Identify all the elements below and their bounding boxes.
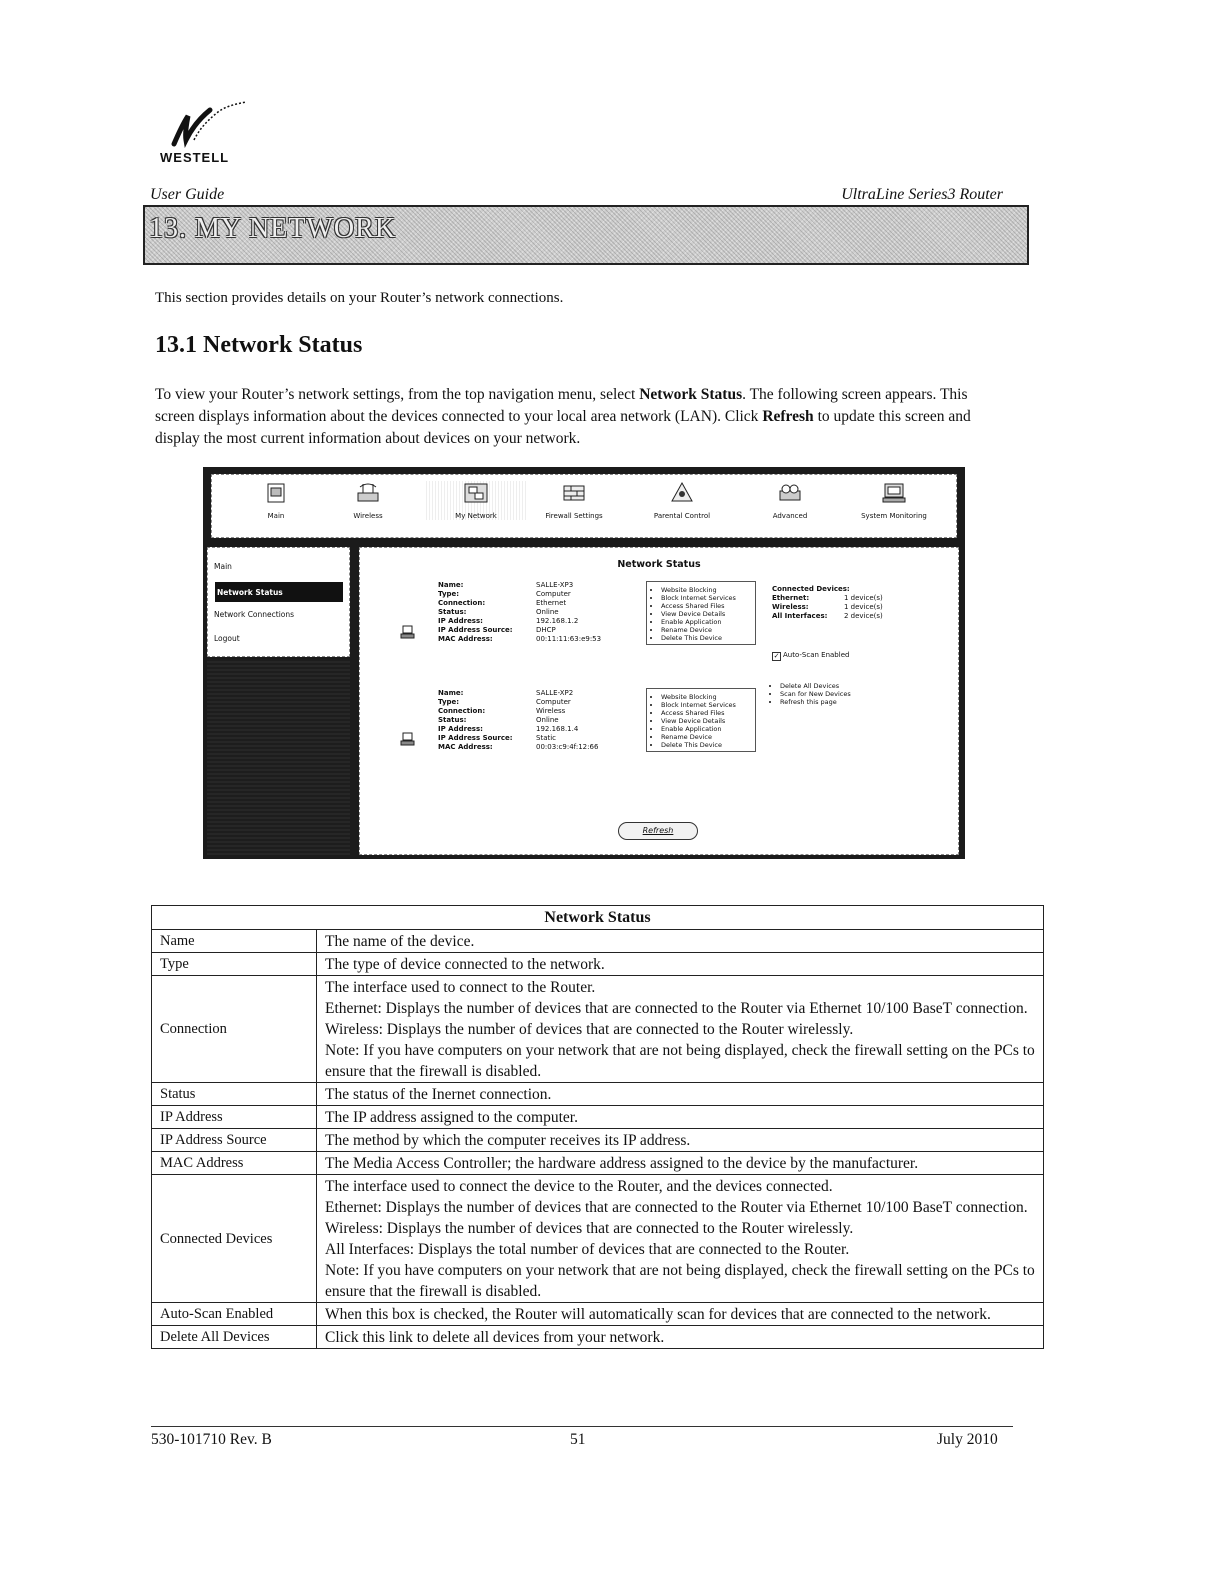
table-description bbox=[317, 1129, 1044, 1152]
panel-link[interactable]: • Delete All Devices bbox=[780, 682, 851, 690]
checkbox-icon[interactable]: ✓ bbox=[773, 652, 780, 660]
description-line: The type of device connected to the network. bbox=[325, 956, 605, 973]
nav-item-firewall-settings[interactable] bbox=[524, 481, 624, 520]
table-row bbox=[152, 1129, 1044, 1152]
device-field-value: Computer bbox=[536, 698, 571, 706]
my-network-icon bbox=[462, 481, 490, 505]
connected-row bbox=[772, 594, 883, 603]
westell-logo bbox=[158, 100, 258, 166]
menu-network-connections[interactable]: Network Connections bbox=[214, 610, 295, 619]
device-field-row bbox=[438, 617, 601, 626]
nav-item-advanced[interactable] bbox=[740, 481, 840, 520]
table-row bbox=[152, 1106, 1044, 1129]
footer-date: July 2010 bbox=[937, 1431, 998, 1448]
nav-item-parental-control[interactable] bbox=[632, 481, 732, 520]
table-description bbox=[317, 930, 1044, 953]
left-menu bbox=[207, 547, 350, 657]
table-key: Status bbox=[152, 1083, 317, 1106]
device-actions-1 bbox=[646, 581, 756, 645]
device-field-row bbox=[438, 725, 598, 734]
table-description bbox=[317, 1152, 1044, 1175]
logo-text: WESTELL bbox=[160, 150, 230, 165]
auto-scan-checkbox[interactable] bbox=[772, 651, 849, 661]
device-field-value: Ethernet bbox=[536, 599, 567, 607]
nav-label: Advanced bbox=[772, 512, 808, 520]
description-line: Ethernet: Displays the number of devices that are connected to the Router via Ethernet 10/100 BaseT connection. bbox=[325, 1199, 1028, 1216]
footer-divider bbox=[151, 1426, 1013, 1427]
table-row bbox=[152, 1152, 1044, 1175]
nav-label: My Network bbox=[455, 512, 497, 520]
device-field-label: MAC Address: bbox=[438, 635, 493, 643]
device-field-row bbox=[438, 689, 598, 698]
network-status-table bbox=[151, 905, 1044, 1349]
table-key: Connection bbox=[152, 976, 317, 1083]
left-menu-background bbox=[207, 659, 350, 855]
nav-item-wireless[interactable] bbox=[318, 481, 418, 520]
header-user-guide: User Guide bbox=[150, 186, 225, 203]
table-key: Name bbox=[152, 930, 317, 953]
description-line: The name of the device. bbox=[325, 933, 475, 950]
description-line: The status of the Inernet connection. bbox=[325, 1086, 552, 1103]
table-description bbox=[317, 953, 1044, 976]
device-field-row bbox=[438, 599, 601, 608]
emphasis-text: Refresh bbox=[762, 408, 814, 425]
nav-label: Wireless bbox=[353, 512, 383, 520]
connected-label: Wireless: bbox=[772, 603, 809, 611]
device-action-link[interactable]: • Access Shared Files bbox=[661, 602, 751, 610]
device-field-label: IP Address Source: bbox=[438, 626, 513, 634]
firewall-icon bbox=[560, 481, 588, 505]
connected-count: 2 device(s) bbox=[844, 612, 883, 620]
menu-logout[interactable]: Logout bbox=[214, 634, 240, 643]
device-field-label: Status: bbox=[438, 716, 467, 724]
westell-logo-mark-icon bbox=[166, 100, 252, 150]
refresh-button[interactable]: Refresh bbox=[618, 822, 698, 840]
device-action-link[interactable]: • Delete This Device bbox=[661, 634, 751, 642]
device-field-label: IP Address: bbox=[438, 617, 483, 625]
panel-link[interactable]: • Scan for New Devices bbox=[780, 690, 851, 698]
device-field-value: DHCP bbox=[536, 626, 556, 634]
device-action-link[interactable]: • Rename Device bbox=[661, 626, 751, 634]
wireless-icon bbox=[354, 481, 382, 505]
footer-doc-number: 530-101710 Rev. B bbox=[151, 1431, 272, 1448]
device-action-link[interactable]: • Rename Device bbox=[661, 733, 751, 741]
table-row bbox=[152, 1083, 1044, 1106]
chapter-title: 13. MY NETWORK bbox=[149, 213, 397, 244]
nav-item-system-monitoring[interactable] bbox=[844, 481, 944, 520]
table-key: Connected Devices bbox=[152, 1175, 317, 1303]
device-actions-2 bbox=[646, 688, 756, 752]
table-description bbox=[317, 1303, 1044, 1326]
menu-network-status[interactable]: Network Status bbox=[215, 582, 343, 602]
device-action-link[interactable]: • Enable Application bbox=[661, 725, 751, 733]
device-field-row bbox=[438, 608, 601, 617]
paragraph-text: to update this screen and display the most current information about devices on your network. bbox=[155, 408, 971, 447]
connected-devices-title: Connected Devices: bbox=[772, 585, 850, 593]
auto-scan-label: Auto-Scan Enabled bbox=[783, 651, 850, 659]
device-action-link[interactable]: • Enable Application bbox=[661, 618, 751, 626]
connected-label: All Interfaces: bbox=[772, 612, 828, 620]
nav-label: Firewall Settings bbox=[545, 512, 603, 520]
table-description bbox=[317, 1106, 1044, 1129]
nav-item-my-network[interactable] bbox=[426, 481, 526, 520]
paragraph-text: To view your Router’s network settings, from the top navigation menu, select bbox=[155, 386, 640, 403]
section-heading: 13.1 Network Status bbox=[155, 332, 363, 358]
table-key: MAC Address bbox=[152, 1152, 317, 1175]
intro-text: This section provides details on your Router’s network connections. bbox=[155, 290, 564, 306]
description-line: The method by which the computer receives its IP address. bbox=[325, 1132, 691, 1149]
connected-devices bbox=[772, 585, 883, 621]
device-field-label: Type: bbox=[438, 590, 460, 598]
nav-label: System Monitoring bbox=[861, 512, 927, 520]
chapter-banner bbox=[143, 205, 1029, 265]
device-action-link[interactable]: • Block Internet Services bbox=[661, 701, 751, 709]
device-field-label: MAC Address: bbox=[438, 743, 493, 751]
device-field-label: Name: bbox=[438, 581, 464, 589]
system-monitoring-icon bbox=[880, 481, 908, 505]
description-line: The interface used to connect the device to the Router, and the devices connected. bbox=[325, 1178, 833, 1195]
section-paragraph bbox=[155, 384, 995, 450]
device-field-value: Wireless bbox=[536, 707, 566, 715]
connected-label: Ethernet: bbox=[772, 594, 810, 602]
computer-icon bbox=[400, 731, 416, 747]
device-action-link[interactable]: • Access Shared Files bbox=[661, 709, 751, 717]
main-icon bbox=[262, 481, 290, 505]
table-key: IP Address Source bbox=[152, 1129, 317, 1152]
connected-count: 1 device(s) bbox=[844, 603, 883, 611]
device-info-2 bbox=[438, 689, 598, 752]
device-action-link[interactable]: • Website Blocking bbox=[661, 693, 751, 701]
description-line: The IP address assigned to the computer. bbox=[325, 1109, 578, 1126]
device-field-value: 192.168.1.2 bbox=[536, 617, 579, 625]
network-status-panel bbox=[359, 547, 959, 855]
device-action-link[interactable]: • Website Blocking bbox=[661, 586, 751, 594]
device-field-value: Static bbox=[536, 734, 557, 742]
panel-links bbox=[772, 682, 851, 706]
panel-title: Network Status bbox=[617, 559, 701, 570]
device-action-link[interactable]: • View Device Details bbox=[661, 717, 751, 725]
device-field-value: 00:03:c9:4f:12:66 bbox=[536, 743, 599, 751]
device-field-label: IP Address: bbox=[438, 725, 483, 733]
table-row bbox=[152, 953, 1044, 976]
header-product: UltraLine Series3 Router bbox=[841, 186, 1003, 203]
description-line: Note: If you have computers on your network that are not being displayed, check the firewall setting on the PCs to ensure that the firewall is disabled. bbox=[325, 1042, 1035, 1080]
description-line: Note: If you have computers on your network that are not being displayed, check the firewall setting on the PCs to ensure that the firewall is disabled. bbox=[325, 1262, 1035, 1300]
description-line: Wireless: Displays the number of devices that are connected to the Router wirelessly. bbox=[325, 1021, 854, 1038]
top-navigation bbox=[211, 474, 957, 538]
connected-count: 1 device(s) bbox=[844, 594, 883, 602]
description-line: Ethernet: Displays the number of devices that are connected to the Router via Ethernet 10/100 BaseT connection. bbox=[325, 1000, 1028, 1017]
description-line: When this box is checked, the Router will automatically scan for devices that are connected to the network. bbox=[325, 1306, 991, 1323]
device-field-value: Online bbox=[536, 608, 559, 616]
table-title: Network Status bbox=[152, 906, 1044, 930]
nav-item-main[interactable] bbox=[226, 481, 326, 520]
description-line: The Media Access Controller; the hardware address assigned to the device by the manufacturer. bbox=[325, 1155, 919, 1172]
menu-main[interactable]: Main bbox=[214, 562, 232, 571]
device-field-label: Name: bbox=[438, 689, 464, 697]
device-field-label: Connection: bbox=[438, 599, 486, 607]
device-action-link[interactable]: • Block Internet Services bbox=[661, 594, 751, 602]
description-line: Wireless: Displays the number of devices that are connected to the Router wirelessly. bbox=[325, 1220, 854, 1237]
connected-row bbox=[772, 612, 883, 621]
table-row bbox=[152, 976, 1044, 1083]
table-key: Type bbox=[152, 953, 317, 976]
device-info-1 bbox=[438, 581, 601, 644]
table-row bbox=[152, 1326, 1044, 1349]
description-line: The interface used to connect to the Router. bbox=[325, 979, 596, 996]
device-field-value: SALLE-XP3 bbox=[536, 581, 574, 589]
device-field-row bbox=[438, 743, 598, 752]
parental-control-icon bbox=[668, 481, 696, 505]
device-action-link[interactable]: • Delete This Device bbox=[661, 741, 751, 749]
description-line: Click this link to delete all devices from your network. bbox=[325, 1329, 665, 1346]
table-row bbox=[152, 1175, 1044, 1303]
device-field-value: Computer bbox=[536, 590, 571, 598]
table-key: Delete All Devices bbox=[152, 1326, 317, 1349]
table-description bbox=[317, 976, 1044, 1083]
table-description bbox=[317, 1175, 1044, 1303]
device-field-value: 192.168.1.4 bbox=[536, 725, 579, 733]
panel-link[interactable]: • Refresh this page bbox=[780, 698, 851, 706]
device-field-row bbox=[438, 698, 598, 707]
device-field-label: Connection: bbox=[438, 707, 486, 715]
device-field-row bbox=[438, 581, 601, 590]
table-key: Auto-Scan Enabled bbox=[152, 1303, 317, 1326]
table-key: IP Address bbox=[152, 1106, 317, 1129]
device-field-row bbox=[438, 734, 598, 743]
device-field-row bbox=[438, 707, 598, 716]
device-field-value: Online bbox=[536, 716, 559, 724]
advanced-icon bbox=[776, 481, 804, 505]
device-field-label: IP Address Source: bbox=[438, 734, 513, 742]
table-description bbox=[317, 1083, 1044, 1106]
connected-row bbox=[772, 603, 883, 612]
router-screenshot bbox=[203, 467, 965, 859]
device-field-row bbox=[438, 716, 598, 725]
device-field-label: Status: bbox=[438, 608, 467, 616]
table-row bbox=[152, 930, 1044, 953]
table-row bbox=[152, 1303, 1044, 1326]
device-field-value: 00:11:11:63:e9:53 bbox=[536, 635, 602, 643]
device-field-row bbox=[438, 635, 601, 644]
device-field-row bbox=[438, 626, 601, 635]
device-action-link[interactable]: • View Device Details bbox=[661, 610, 751, 618]
device-field-row bbox=[438, 590, 601, 599]
paragraph-text: . The following screen appears. This screen displays information about the devices connected to your local area network (LAN). Click bbox=[155, 386, 968, 425]
emphasis-text: Network Status bbox=[639, 386, 743, 403]
nav-label: Parental Control bbox=[653, 512, 711, 520]
footer-page-number: 51 bbox=[570, 1431, 586, 1448]
computer-icon bbox=[400, 624, 416, 640]
table-description bbox=[317, 1326, 1044, 1349]
nav-label: Main bbox=[267, 512, 285, 520]
device-field-label: Type: bbox=[438, 698, 460, 706]
description-line: All Interfaces: Displays the total number of devices that are connected to the Router. bbox=[325, 1241, 850, 1258]
device-field-value: SALLE-XP2 bbox=[536, 689, 574, 697]
